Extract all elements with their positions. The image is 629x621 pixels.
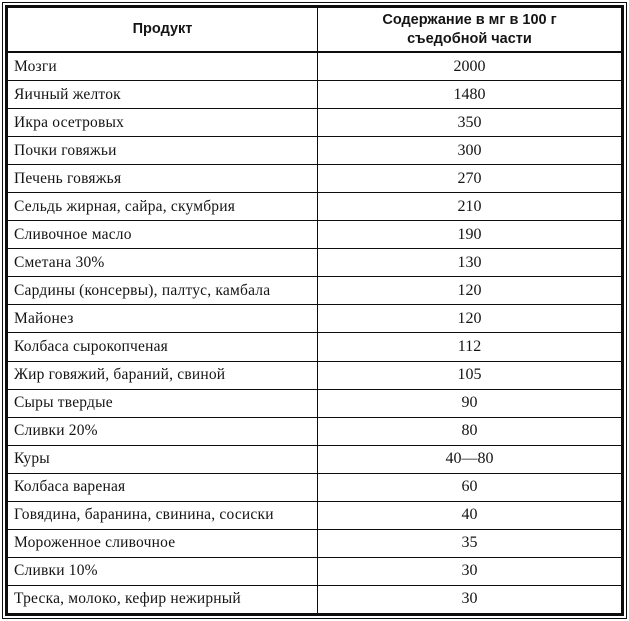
value-cell: 2000 — [453, 57, 486, 75]
value-cell: 60 — [461, 478, 478, 496]
product-cell: Икра осетровых — [8, 109, 318, 136]
table-outer-frame — [2, 2, 627, 619]
value-cell: 105 — [457, 366, 482, 384]
product-cell: Сыры твердые — [8, 390, 318, 417]
product-cell: Яичный желток — [8, 81, 318, 108]
product-cell: Почки говяжьи — [8, 137, 318, 164]
product-cell: Майонез — [8, 305, 318, 332]
product-cell: Сливочное масло — [8, 221, 318, 248]
value-cell: 120 — [457, 281, 482, 299]
product-cell: Колбаса сырокопченая — [8, 333, 318, 360]
header-content-line1: Содержание в мг в 100 г — [382, 11, 557, 28]
table-row — [8, 248, 621, 276]
product-cell: Сельдь жирная, сайра, скумбрия — [8, 193, 318, 220]
table-header-row — [8, 8, 621, 53]
value-cell: 40—80 — [445, 450, 494, 468]
value-cell: 130 — [457, 253, 482, 271]
header-cell-content — [318, 8, 621, 51]
product-cell: Сметана 30% — [8, 249, 318, 276]
value-cell: 350 — [457, 113, 482, 131]
cholesterol-content-table — [5, 5, 624, 616]
table-row — [8, 361, 621, 389]
table-row — [8, 276, 621, 304]
table-row — [8, 108, 621, 136]
product-cell: Говядина, баранина, свинина, сосиски — [8, 502, 318, 529]
value-cell: 112 — [457, 337, 482, 355]
product-cell: Треска, молоко, кефир нежирный — [8, 586, 318, 613]
product-cell: Сардины (консервы), палтус, камбала — [8, 277, 318, 304]
table-row — [8, 332, 621, 360]
table-row — [8, 389, 621, 417]
table-row — [8, 417, 621, 445]
table-row — [8, 585, 621, 613]
product-cell: Сливки 10% — [8, 558, 318, 585]
value-cell: 30 — [461, 590, 478, 608]
table-row — [8, 529, 621, 557]
header-content-line2: съедобной части — [407, 30, 532, 47]
table-row — [8, 164, 621, 192]
product-cell: Печень говяжья — [8, 165, 318, 192]
value-cell: 35 — [461, 534, 478, 552]
product-cell: Колбаса вареная — [8, 474, 318, 501]
table-row — [8, 473, 621, 501]
product-cell: Мозги — [8, 53, 318, 80]
product-cell: Жир говяжий, бараний, свиной — [8, 362, 318, 389]
table-row — [8, 557, 621, 585]
header-cell-product: Продукт — [8, 8, 318, 51]
table-row — [8, 53, 621, 80]
table-row — [8, 501, 621, 529]
value-cell: 90 — [461, 394, 478, 412]
table-row — [8, 80, 621, 108]
table-row — [8, 304, 621, 332]
product-cell: Куры — [8, 446, 318, 473]
product-cell: Мороженное сливочное — [8, 530, 318, 557]
value-cell: 300 — [457, 141, 482, 159]
table-row — [8, 220, 621, 248]
table-row — [8, 136, 621, 164]
value-cell: 210 — [457, 197, 482, 215]
product-cell: Сливки 20% — [8, 418, 318, 445]
table-row — [8, 445, 621, 473]
value-cell: 40 — [461, 506, 478, 524]
value-cell: 80 — [461, 422, 478, 440]
value-cell: 190 — [457, 225, 482, 243]
value-cell: 1480 — [453, 85, 486, 103]
value-cell: 270 — [457, 169, 482, 187]
value-cell: 30 — [461, 562, 478, 580]
table-row — [8, 192, 621, 220]
value-cell: 120 — [457, 309, 482, 327]
